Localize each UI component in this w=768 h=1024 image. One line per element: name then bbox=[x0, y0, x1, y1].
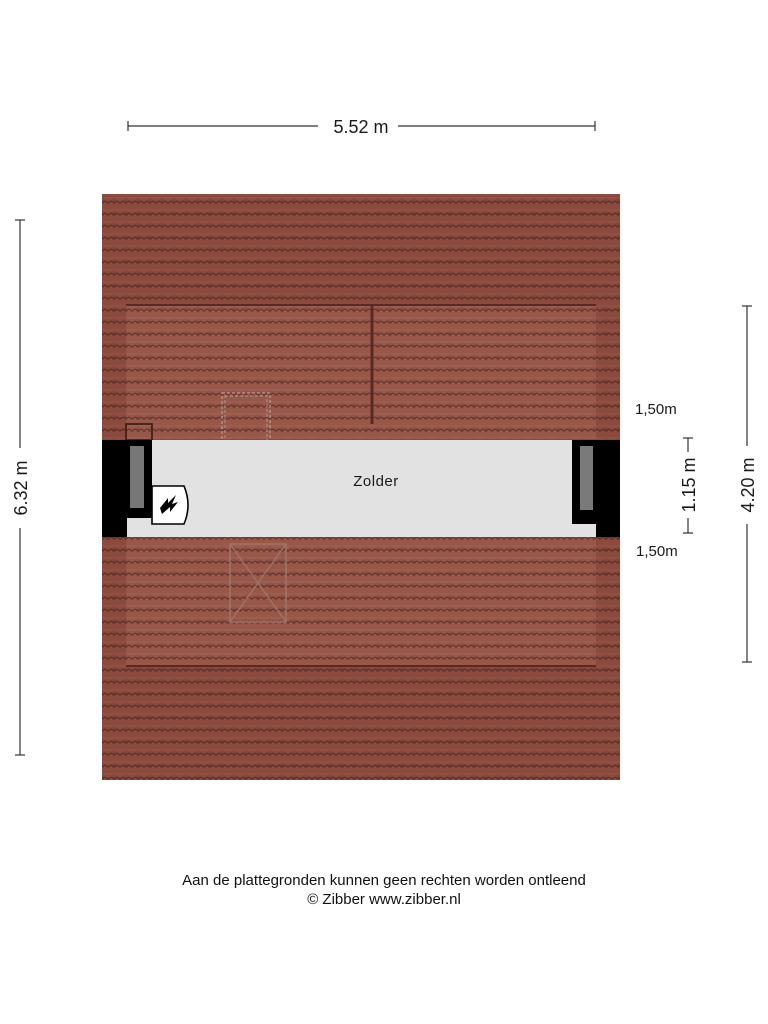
dimension-room-height-label: 1.15 m bbox=[679, 457, 699, 513]
right-gable-wall bbox=[596, 440, 620, 537]
left-window bbox=[130, 446, 144, 508]
dimension-top-width-label: 5.52 m bbox=[333, 117, 389, 137]
dimension-room-height bbox=[679, 438, 699, 533]
upper-roof-face bbox=[126, 305, 596, 439]
left-gable-wall bbox=[102, 440, 127, 537]
dimension-right-height-label: 4.20 m bbox=[738, 457, 758, 513]
upper-slope-label: 1,50m bbox=[635, 401, 677, 418]
lower-roof-face bbox=[126, 537, 596, 666]
central-heating-boiler-icon bbox=[152, 486, 188, 524]
right-window bbox=[580, 446, 593, 510]
dimension-left-height-label: 6.32 m bbox=[11, 460, 31, 516]
attic-room-label: Zolder bbox=[353, 473, 399, 490]
copyright-text: © Zibber www.zibber.nl bbox=[307, 891, 461, 908]
dimension-top-width bbox=[128, 117, 595, 137]
attic-room bbox=[102, 440, 620, 537]
lower-slope-label: 1,50m bbox=[636, 543, 678, 560]
dimension-left-height bbox=[11, 220, 31, 755]
dimension-right-height bbox=[738, 306, 758, 662]
disclaimer-text: Aan de plattegronden kunnen geen rechten worden ontleend bbox=[182, 872, 586, 889]
